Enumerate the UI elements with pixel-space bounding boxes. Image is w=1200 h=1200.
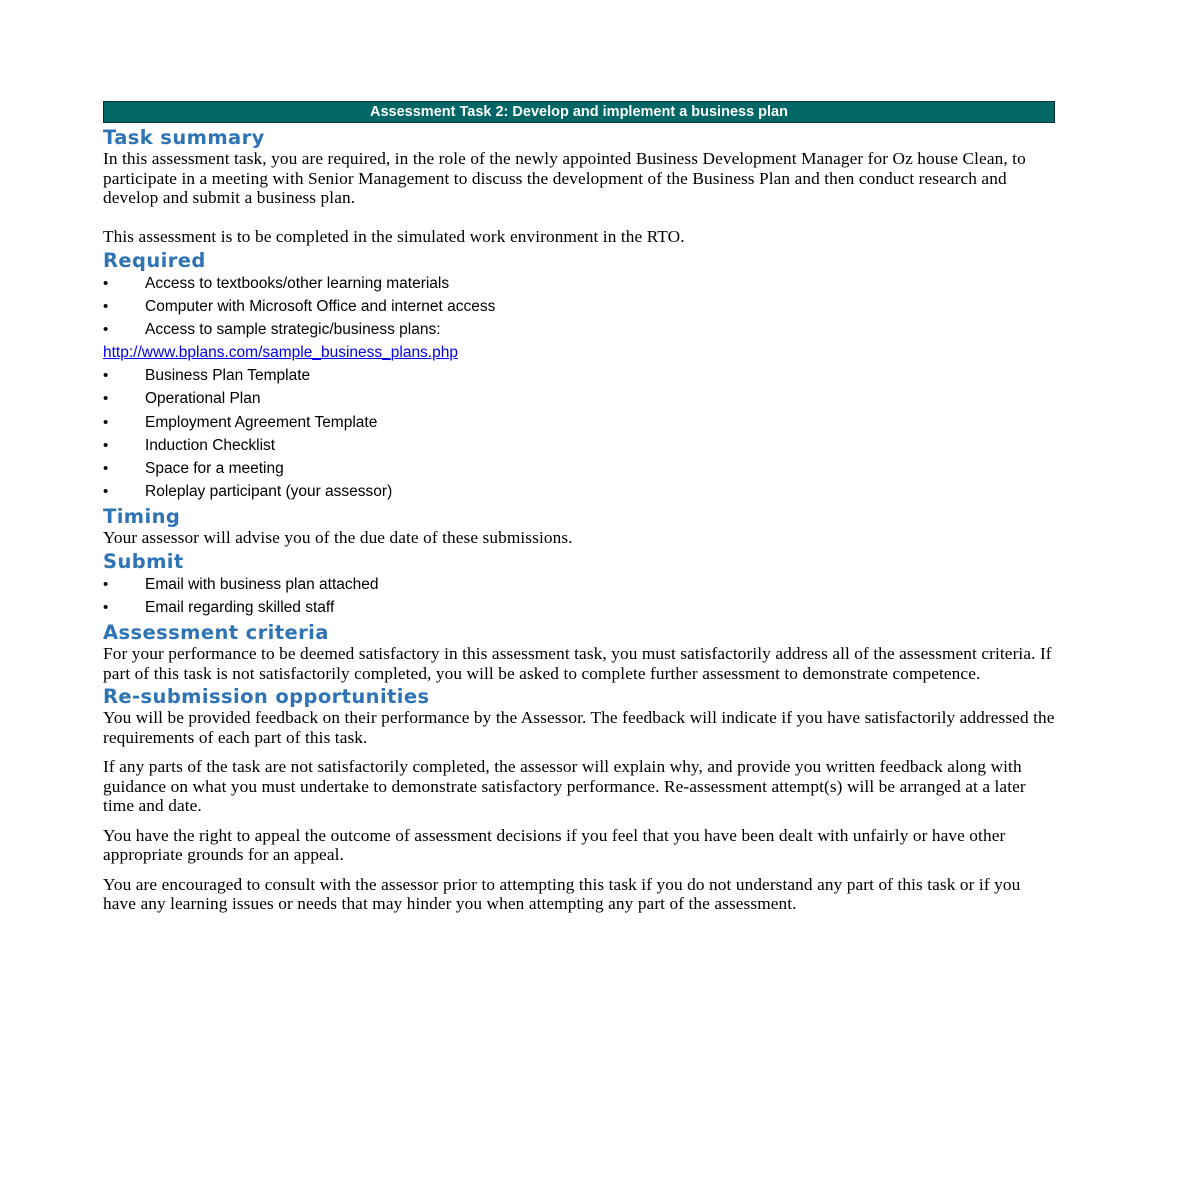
bullet: •: [103, 436, 109, 454]
list-item: • Business Plan Template: [103, 364, 1055, 387]
required-list-continued: [103, 364, 1055, 503]
list-item: • Computer with Microsoft Office and internet access: [103, 295, 1055, 318]
timing-text: Your assessor will advise you of the due date of these submissions.: [103, 528, 573, 548]
task-title-banner: Assessment Task 2: Develop and implement a business plan: [103, 101, 1055, 123]
list-item: • Employment Agreement Template: [103, 411, 1055, 434]
timing-heading: Timing: [103, 505, 181, 529]
sample-business-plans-link[interactable]: http://www.bplans.com/sample_business_plans.php: [103, 344, 458, 362]
resubmission-paragraph-4: You are encouraged to consult with the assessor prior to attempting this task if you do not understand any part of this task or if you have any learning issues or needs that may hinder you when attempting any part of the assessment.: [103, 874, 1021, 914]
document-page: [103, 101, 1055, 914]
list-item: • Email regarding skilled staff: [103, 596, 1055, 619]
assessment-criteria-heading: Assessment criteria: [103, 621, 329, 645]
bullet: •: [103, 413, 109, 431]
task-summary-heading: Task summary: [103, 126, 265, 149]
list-item: • Access to sample strategic/business plans:: [103, 318, 1055, 341]
bullet: •: [103, 599, 109, 617]
task-summary-paragraph-2: This assessment is to be completed in the simulated work environment in the RTO.: [103, 227, 685, 246]
submit-heading: Submit: [103, 549, 184, 573]
bullet: •: [103, 460, 109, 477]
resubmission-paragraph-3: You have the right to appeal the outcome of assessment decisions if you feel that you have been dealt with unfairly or have other appropriate grounds for an appeal.: [103, 825, 1006, 865]
list-item: • Induction Checklist: [103, 434, 1055, 457]
bullet: •: [103, 274, 109, 292]
required-list: [103, 272, 1055, 342]
bullet: •: [103, 575, 109, 593]
list-item: • Operational Plan: [103, 387, 1055, 410]
list-item: • Roleplay participant (your assessor): [103, 480, 1055, 503]
bullet: •: [103, 390, 109, 408]
task-summary-paragraph-1: In this assessment task, you are required, in the role of the newly appointed Business Development Manager for Oz house Clean, to participate in a meeting with Senior Management to discuss the development of the Business Plan and then conduct research and develop and submit a business plan.: [103, 149, 1026, 207]
submit-list: [103, 573, 1055, 619]
list-item: • Space for a meeting: [103, 457, 1055, 480]
bullet: •: [103, 483, 109, 501]
required-heading: Required: [103, 248, 206, 272]
resubmission-paragraph-2: If any parts of the task are not satisfactorily completed, the assessor will explain why, and provide you written feedback along with guidance on what you must undertake to demonstrate satisfactory performance. Re-assessment attempt(s) will be arranged at a later time and date.: [103, 757, 1026, 816]
resubmission-heading: Re-submission opportunities: [103, 685, 430, 709]
list-item: • Access to textbooks/other learning materials: [103, 272, 1055, 295]
resubmission-paragraph-1: You will be provided feedback on their performance by the Assessor. The feedback will indicate if you have satisfactorily addressed the requirements of each part of this task.: [103, 708, 1055, 747]
bullet: •: [103, 297, 109, 315]
bullet: •: [103, 367, 109, 385]
bullet: •: [103, 320, 109, 338]
list-item: • Email with business plan attached: [103, 573, 1055, 596]
assessment-criteria-text: For your performance to be deemed satisfactory in this assessment task, you must satisfactorily address all of the assessment criteria. If part of this task is not satisfactorily completed, you will be asked to complete further assessment to demonstrate competence.: [103, 644, 1052, 683]
